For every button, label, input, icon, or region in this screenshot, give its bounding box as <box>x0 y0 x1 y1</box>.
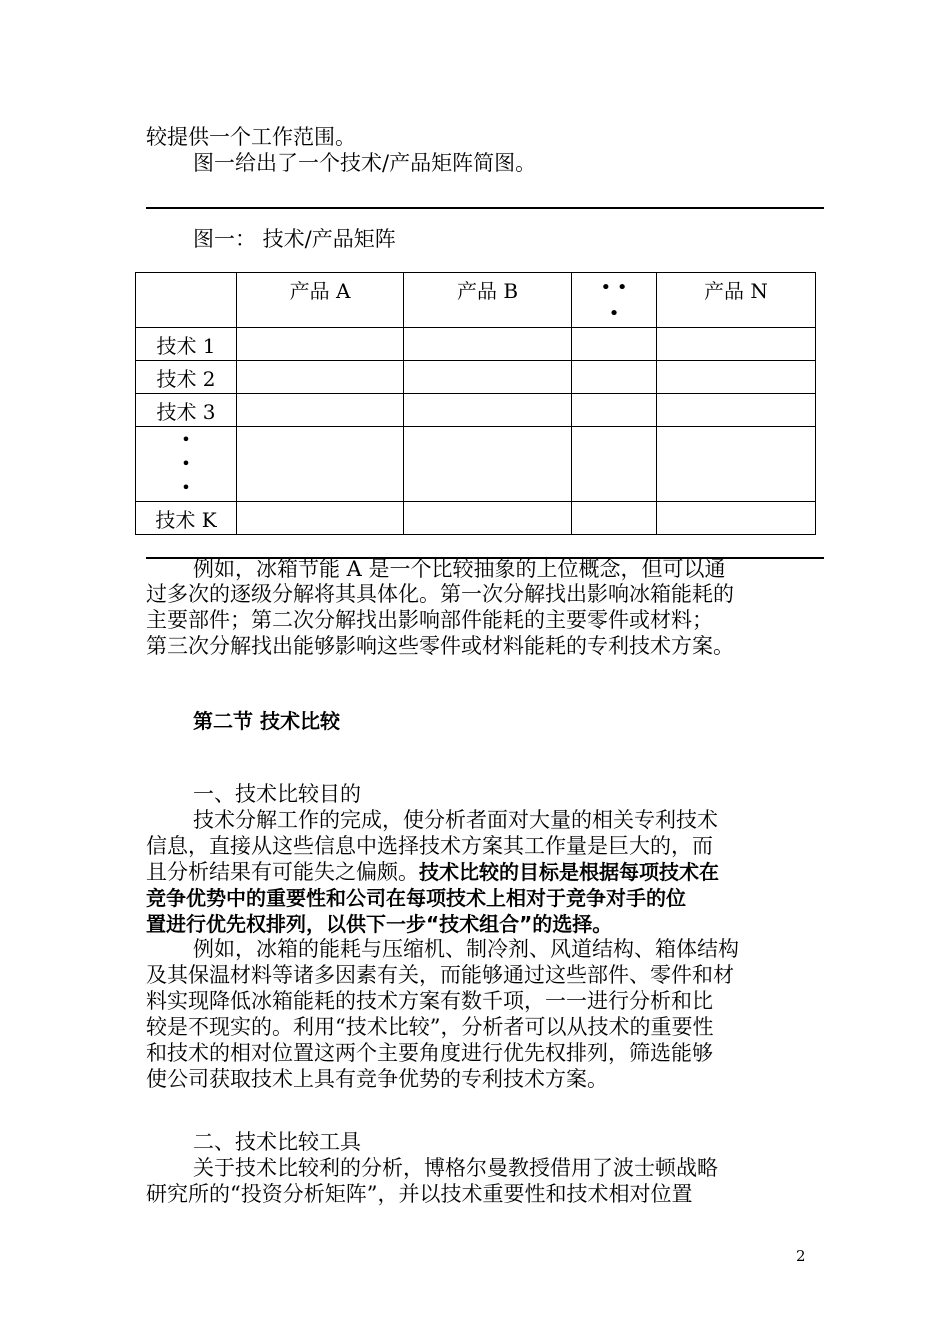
matrix-row-label-tech-3: 技术 3 <box>136 394 237 427</box>
matrix-cell <box>404 328 572 361</box>
sub1-para1-bold-line-3: 置进行优先权排列，以供下一步“技术组合”的选择。 <box>146 912 613 936</box>
matrix-header-ellipsis <box>572 273 657 328</box>
sub1-para1-line-3 <box>146 859 811 885</box>
example-line-2: 过多次的逐级分解将其具体化。第一次分解找出影响冰箱能耗的 <box>146 582 734 606</box>
matrix-cell <box>404 361 572 394</box>
matrix-cell <box>237 328 404 361</box>
matrix-cell <box>572 361 657 394</box>
sub1-para2-line-4: 较是不现实的。利用“技术比较”，分析者可以从技术的重要性 <box>146 1015 714 1039</box>
matrix-row <box>136 502 816 535</box>
sub1-title: 一、技术比较目的 <box>193 782 361 806</box>
matrix-cell <box>572 328 657 361</box>
intro-line-1: 较提供一个工作范围。 <box>146 125 356 149</box>
matrix-cell <box>404 427 572 502</box>
figure-caption: 图一： 技术/产品矩阵 <box>193 227 396 251</box>
sub1-para2-line-2: 及其保温材料等诸多因素有关，而能够通过这些部件、零件和材 <box>146 963 734 987</box>
matrix-cell <box>404 502 572 535</box>
matrix-cell <box>657 361 816 394</box>
matrix-row-label-ellipsis: • • • <box>136 427 237 502</box>
matrix-cell <box>572 394 657 427</box>
figure-top-rule <box>146 207 824 209</box>
sub1-para2-line-1: 例如，冰箱的能耗与压缩机、制冷剂、风道结构、箱体结构 <box>193 937 739 961</box>
matrix-cell <box>657 328 816 361</box>
sub1-para1-line-1: 技术分解工作的完成，使分析者面对大量的相关专利技术 <box>193 808 718 832</box>
sub2-para-line-1: 关于技术比较利的分析，博格尔曼教授借用了波士顿战略 <box>193 1156 718 1180</box>
sub2-title: 二、技术比较工具 <box>193 1130 361 1154</box>
matrix-row-label-tech-2: 技术 2 <box>136 361 237 394</box>
matrix-header-row <box>136 273 816 328</box>
matrix-cell <box>237 502 404 535</box>
example-line-3: 主要部件；第二次分解找出影响部件能耗的主要零件或材料； <box>146 608 713 632</box>
matrix-row <box>136 427 816 502</box>
sub1-para2-line-6: 使公司获取技术上具有竞争优势的专利技术方案。 <box>146 1067 608 1091</box>
matrix-header-dots-bottom: • <box>608 303 620 324</box>
matrix-row <box>136 361 816 394</box>
matrix-cell <box>657 394 816 427</box>
matrix-header-product-n: 产品 N <box>657 273 816 328</box>
matrix-row-label-tech-k: 技术 K <box>136 502 237 535</box>
example-line-4: 第三次分解找出能够影响这些零件或材料能耗的专利技术方案。 <box>146 634 734 658</box>
matrix-header-product-a: 产品 A <box>237 273 404 328</box>
sub1-para1-bold-start: 技术比较的目标是根据每项技术在 <box>419 860 719 884</box>
matrix-row <box>136 394 816 427</box>
sub1-para1-line-2: 信息，直接从这些信息中选择技术方案其工作量是巨大的，而 <box>146 834 713 858</box>
matrix-cell <box>657 502 816 535</box>
intro-line-2: 图一给出了一个技术/产品矩阵简图。 <box>193 151 537 175</box>
matrix-cell <box>657 427 816 502</box>
tech-product-matrix <box>135 272 816 535</box>
matrix-header-dots-top: • • <box>600 277 628 298</box>
section-title: 第二节 技术比较 <box>193 709 340 733</box>
matrix-cell <box>572 427 657 502</box>
matrix-header-product-b: 产品 B <box>404 273 572 328</box>
sub1-para1-bold-line-2: 竞争优势中的重要性和公司在每项技术上相对于竞争对手的位 <box>146 886 686 910</box>
sub1-para2-line-3: 料实现降低冰箱能耗的技术方案有数千项，一一进行分析和比 <box>146 989 713 1013</box>
matrix-cell <box>404 394 572 427</box>
example-line-1: 例如，冰箱节能 A 是一个比较抽象的上位概念，但可以通 <box>193 557 726 581</box>
matrix-row-label-tech-1: 技术 1 <box>136 328 237 361</box>
matrix-cell <box>237 394 404 427</box>
matrix-cell <box>572 502 657 535</box>
page-number: 2 <box>796 1247 806 1265</box>
matrix-cell <box>237 361 404 394</box>
sub1-para2-line-5: 和技术的相对位置这两个主要角度进行优先权排列，筛选能够 <box>146 1041 713 1065</box>
matrix-corner-cell <box>136 273 237 328</box>
matrix-cell <box>237 427 404 502</box>
matrix-row <box>136 328 816 361</box>
sub2-para-line-2: 研究所的“投资分析矩阵”，并以技术重要性和技术相对位置 <box>146 1182 693 1206</box>
sub1-para1-plain-end: 且分析结果有可能失之偏颇。 <box>146 860 419 884</box>
